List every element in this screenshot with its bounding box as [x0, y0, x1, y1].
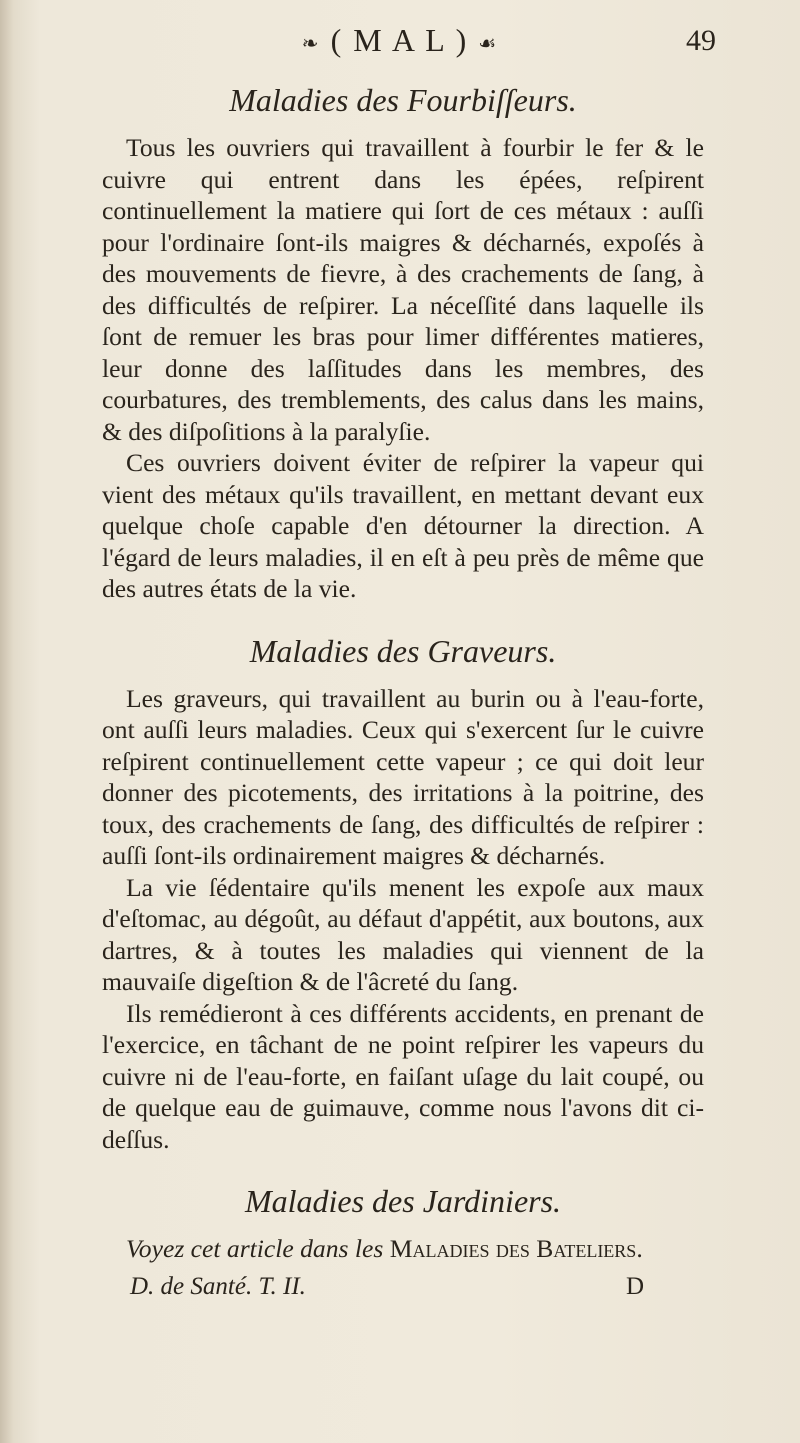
page-number: 49 — [686, 24, 716, 57]
ornament-right: ☙ — [478, 33, 499, 56]
paragraph: La vie ſédentaire qu'ils menent les expoſe aux maux d'eſtomac, au dégoût, au défaut d'appétit, aux boutons, aux dartres, & à toutes les maladies qui viennent de la mauvaiſe digeſtion & de l'âcreté du ſang. — [102, 872, 704, 996]
section-title-graveurs: Maladies des Graveurs. — [249, 632, 557, 669]
body-text — [102, 80, 704, 1302]
paragraph: Ces ouvriers doivent éviter de reſpirer la vapeur qui vient des métaux qu'ils travaillent, en mettant devant eux quelque choſe capable d'en détourner la direction. A l'égard de leurs maladies, il en eſt à peu près de même que des autres états de la vie. — [102, 448, 704, 603]
paragraph: Ils remédieront à ces différents accidents, en prenant de l'exercice, en tâchant de ne point reſpirer les vapeurs du cuivre ni de l'eau-forte, en faiſant uſage du lait coupé, ou de quelque eau de guimauve, comme nous l'avons dit ci-deſſus. — [102, 998, 704, 1154]
section-title-jardiniers: Maladies des Jardiniers. — [244, 1183, 562, 1219]
signature-title: D. de Santé. T. II. — [130, 1272, 306, 1300]
cross-reference-prefix: Voyez cet article dans les — [126, 1234, 384, 1263]
cross-reference-target: Maladies des Bateliers. — [389, 1234, 643, 1263]
running-head-text: ( M A L ) — [330, 22, 469, 58]
signature-mark: D — [625, 1272, 644, 1300]
ornament-left: ❧ — [301, 33, 321, 56]
cross-reference — [102, 1233, 704, 1265]
page-binding-edge — [0, 0, 14, 1443]
paragraph: Les graveurs, qui travaillent au burin ou à l'eau-forte, ont auſſi leurs maladies. Ceux qui s'exercent ſur le cuivre reſpirent continuellement cette vapeur ; ce qui doit leur donner des picotements, des irritations à la poitrine, des toux, des crachements de ſang, des difficultés de reſpirer : auſſi ſont-ils ordinairement maigres & décharnés. — [102, 683, 704, 870]
section-title-fourbisseurs: Maladies des Fourbiſſeurs. — [229, 82, 577, 118]
paragraph: Tous les ouvriers qui travaillent à fourbir le fer & le cuivre qui entrent dans les épées, reſpirent continuellement la matiere qui ſort de ces métaux : auſſi pour l'ordinaire ſont-ils maigres & décharnés, expoſés à des mouvements de fievre, à des crachements de ſang, à des difficultés de reſpirer. La néceſſité dans laquelle ils ſont de remuer les bras pour limer différentes matieres, leur donne des laſſitudes dans les membres, des courbatures, des tremblements, des calus dans les mains, & des diſpoſitions à la paralyſie. — [102, 133, 704, 446]
page-header — [90, 18, 716, 62]
running-head — [90, 22, 710, 59]
page-footer — [102, 1271, 704, 1302]
